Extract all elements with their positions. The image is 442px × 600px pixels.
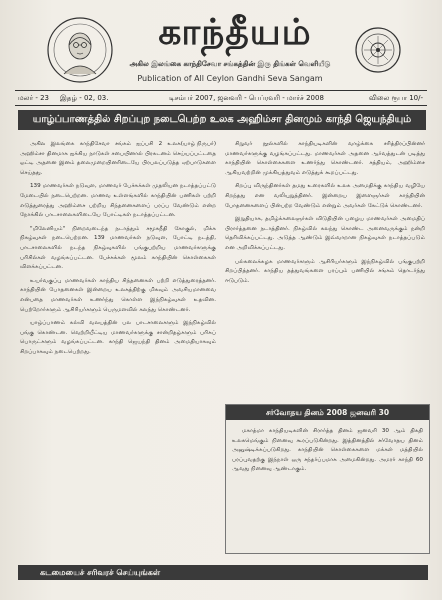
box-body bbox=[232, 427, 423, 475]
sarvodaya-day-box bbox=[225, 404, 430, 554]
masthead-tagline: அகில இலங்கை காந்திசேவா சங்கத்தின் இரு திங்கள் வெளியீடு bbox=[129, 60, 331, 68]
lead-headline: யாழ்ப்பாணத்தில் சிறப்புற நடைபெற்ற உலக அஹிம்சா தினமும் காந்தி ஜெயந்தியும் bbox=[18, 110, 426, 130]
article-paragraph: சிறப்பு விருந்தினர்கள் தமது உரைகளில் உலக அமைதிக்கு காந்திய வழியே சிறந்தது என வலியுறுத்தினர். இன்றைய இளைஞர்கள் காந்தியின் போதனைகளைப் பின்பற்ற வேண்டும் என்றும் அவர்கள் கேட்டுக் கொண்டனர். bbox=[225, 183, 425, 209]
article-paragraph: அகில இலங்கை காந்திசேவா சங்கம் ஐப்பசி 2 உலக அஹிம்சா தினமாக ஐக்கிய நாடுகள் சபையினால் பிரகடனம் செய்யப்பட்டதை ஒட்டி அதனை இனம் தலைமுறையினரிடையே பிரபலப்படுத்த ஏற்பாடுகளை செய்தது. bbox=[20, 141, 216, 176]
box-title: சர்வோதய தினம் 2008 ஜனவரி 30 bbox=[226, 405, 429, 420]
issue-info-bar bbox=[15, 90, 427, 106]
seva-sangam-seal-icon bbox=[354, 26, 402, 74]
article-paragraph: பல்கலைக்கழக மாணவர்களும் ஆசிரியர்களும் இந்நிகழ்வில் பங்குபற்றி சிறப்பித்தனர். காந்திய தத்துவங்களை பரப்பும் பணியில் சங்கம் தொடர்ந்து ஈடுபடும். bbox=[225, 258, 425, 284]
issue-number: இதழ் - 02, 03. bbox=[60, 93, 109, 102]
article-paragraph: யாழ்ப்பாணம் கல்வி வலயத்தின் பல பாடசாலைகளும் இந்நிகழ்வில் பங்கு கொண்டன. வெற்றியீட்டிய மாணவர்களுக்கு சான்றிதழ்களும் பரிசுப் பொருட்களும் வழங்கப்பட்டன. காந்தி ஜெயந்தி தினம் அமைதியாகவும் சிறப்பாகவும் நடைபெற்றது. bbox=[20, 320, 216, 355]
lead-article-right-column bbox=[225, 140, 425, 398]
masthead-title: காந்தீயம் bbox=[158, 12, 312, 53]
article-paragraph: 139 மாணவர்கள் நடுவுள, மாணவர் பேச்சுக்கள் முதலியன நடாத்தப்பட்டு மேடையில் நடைபெற்றன. மாணவ உள்ளங்களில் காந்தியின் பணிகள் பற்றி எடுத்துரைத்து அஹிம்சை பற்றிய சிந்தனைகளைப் பரப்ப வேண்டும் என்ற நோக்கில் பாடசாலைகளிடையே போட்டிகள் நடாத்தப்பட்டன. bbox=[20, 183, 216, 219]
lead-article-left-column bbox=[20, 140, 216, 578]
article-paragraph: சிறுவர் நூல்களில் காந்தியடிகளின் வாழ்க்கை சரித்திரப்பின்னர் மாணவர்களுக்கு வழங்கப்பட்டது. மாணவர்கள் அதனை ஆர்வத்துடன் படித்து காந்தியின் கொள்கைகளை உணர்ந்து கொண்டனர். சத்தியம், அஹிம்சை ஆகியவற்றின் முக்கியத்துவம் எடுத்துக் கூறப்பட்டது. bbox=[225, 141, 425, 176]
issue-price: விலை ரூபா 10/- bbox=[368, 93, 423, 102]
volume-number: மலர் - 23 bbox=[18, 93, 49, 102]
footer-motto: கடமையைச் சரிவரச் செய்யுங்கள் bbox=[18, 565, 428, 580]
article-paragraph: "மிலேனியம்" நிறைவடைந்த நடாத்தும் சமூகநீதி கோகுல், மிக்க நிகழ்வுகள் நடைபெற்றன. 139 மாணவர்கள் நடுவுள, போட்டி நடத்தி, பாடசாலைகளில் நடந்த நிகழ்வுகளில் பங்குபற்றிய மாணவர்களுக்கு பரிசில்கள் வழங்கப்பட்டன. பேச்சுக்கள் மூலம் காந்தியின் கொள்கைகள் விளக்கப்பட்டன. bbox=[20, 225, 216, 271]
publication-line: Publication of All Ceylon Gandhi Seva Sangam bbox=[137, 74, 323, 83]
box-paragraph: மகாத்மா காந்தியடிகளின் சிரார்த்த தினம் ஜனவரி 30 ஆம் திகதி உலகமெங்கும் நினைவு கூரப்படுகின்றது. இத்தினத்தில் சர்வோதய தினம் அனுஷ்டிக்கப்படுகிறது. காந்தியின் கொள்கைகளை மக்கள் மத்தியில் பரப்புவதற்கு இந்நாள் ஒரு சந்தர்ப்பமாக அமைகின்றது. அமரர் காந்தி 60 ஆவது நினைவு ஆண்டாகும். bbox=[232, 428, 423, 473]
article-paragraph: இறுதியாக, தமிழ்க்கலைஞர்கள் விடுதியின் பழைய மாணவர்கள் அமைதிப் பிரார்த்தனை நடாத்தினர். நிகழ்வில் கலந்து கொண்ட அனைவருக்கும் நன்றி தெரிவிக்கப்பட்டது. அடுத்த ஆண்டும் இவ்வாறான நிகழ்வுகள் நடாத்தப்படும் என அறிவிக்கப்பட்டது. bbox=[225, 216, 425, 251]
issue-dates: டிசம்பர் 2007, ஜனவரி - பெப்ரவரி - மார்ச் 2008 bbox=[169, 93, 324, 102]
gandhi-portrait-logo bbox=[46, 16, 114, 84]
article-paragraph: உயர்வகுப்பு மாணவர்கள் காந்திய சிந்தனைகள் பற்றி எடுத்துரைத்தனர். காந்தியின் போதனைகள் இன்றைய உலகத்திற்கு மிகவும் அவசியமானவை என்பதை மாணவர்கள் உணர்ந்து கொள்ள இந்நிகழ்வுகள் உதவின. பெற்றோர்களும் ஆசிரியர்களும் பெருமளவில் கலந்து கொண்டனர். bbox=[20, 277, 216, 313]
reporter-credit: (யாழ் நிருபர்) bbox=[180, 141, 216, 147]
